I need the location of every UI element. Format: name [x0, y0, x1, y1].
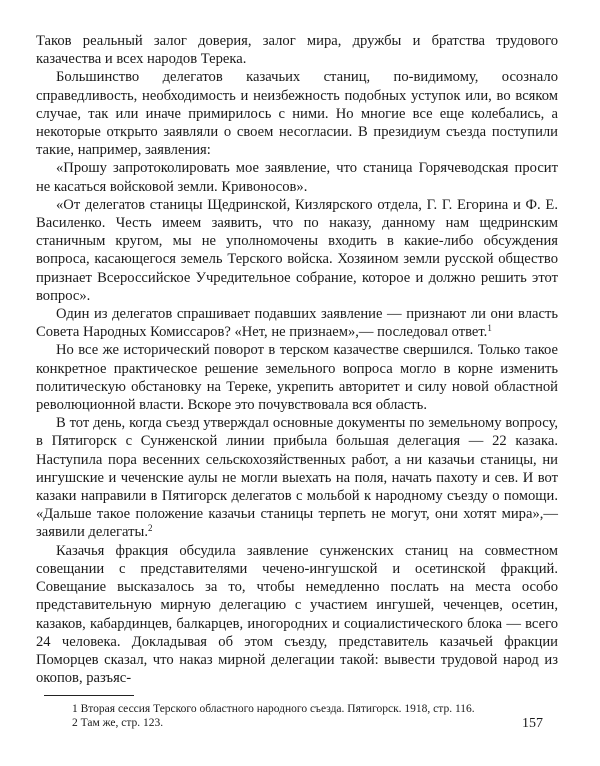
- paragraph-7-text: В тот день, когда съезд утверждал основные документы по земельному вопросу, в Пятигорск с Сунженской линии прибыла большая делегация — 22 казака. Наступила пора весенних сельскохозяйственных работ, а ни казачьи станицы, ни ингушские и чеченские аулы не могли выехать на поля, начать пахоту и сев. И вот казаки направили в Пятигорск делегатов с мольбой к народному съезду о помощи. «Дальше такое положение казачьи станицы терпеть не могут, они хотят мира»,— заявили делегаты.: [36, 415, 558, 541]
- paragraph-1-text: Таков реальный залог доверия, залог мира, дружбы и братства трудового казачества и всех народов Терека.: [36, 33, 558, 68]
- paragraph-6-text: Но все же исторический поворот в терском казачестве свершился. Только такое конкретное практическое решение земельного вопроса могло в корне изменить политическую обстановку на Тереке, укрепить авторитет и силу новой областной революционной власти. Вскоре это почувствовала вся область.: [36, 342, 558, 414]
- paragraph-1: [36, 32, 558, 68]
- paragraph-6: [36, 341, 558, 414]
- paragraph-8: [36, 542, 558, 688]
- paragraph-5: [36, 305, 558, 341]
- paragraph-5-text: Один из делегатов спрашивает подавших заявление — признают ли они власть Совета Народных Комиссаров? «Нет, не признаем»,— последовал ответ.: [36, 306, 558, 341]
- paragraph-2: [36, 68, 558, 159]
- paragraph-2-text: Большинство делегатов казачьих станиц, по-видимому, осознало справедливость, необходимость и неизбежность подобных уступок или, во всяком случае, так или иначе примирилось с ними. Но многие все еще колебались, а некоторые открыто заявляли о своем несогласии. В президиум съезда поступили такие, например, заявления:: [36, 69, 558, 159]
- paragraph-3: [36, 159, 558, 195]
- body-text: [36, 32, 558, 687]
- paragraph-4-text: «От делегатов станицы Щедринской, Кизлярского отдела, Г. Г. Егорина и Ф. Е. Василенко. Честь имеем заявить, что по наказу, данному нам щедринским станичным кругом, мы не уполномочены входить в какие-либо обсуждения вопроса, касающегося земель Терского войска. Хозяином земли русской общество признает Всероссийское Учредительное собрание, которое и должно решить этот вопрос».: [36, 196, 558, 304]
- paragraph-8-text: Казачья фракция обсудила заявление сунженских станиц на совместном совещании с представителями чечено-ингушской и осетинской фракций. Совещание высказалось за то, чтобы немедленно послать на места особо представительную мирную делегацию с участием ингушей, чеченцев, осетин, казаков, кабардинцев, балкарцев, иногородних и социалистического блока — всего 24 человека. Докладывая об этом съезду, представитель казачьей фракции Поморцев сказал, что наказ мирной делегации такой: вывести трудовой народ из окопов, разъяс-: [36, 542, 558, 687]
- page-number: 157: [522, 716, 543, 731]
- footnote-separator: [44, 695, 134, 696]
- footnote-1: 1 Вторая сессия Терского областного народного съезда. Пятигорск. 1918, стр. 116.: [72, 703, 475, 716]
- book-page: [36, 32, 558, 730]
- footnote-ref-1: 1: [487, 323, 492, 334]
- footnote-2: 2 Там же, стр. 123.: [72, 717, 164, 730]
- footnotes: [36, 702, 558, 730]
- footnote-ref-2: 2: [147, 523, 153, 534]
- paragraph-3-text: «Прошу запротоколировать мое заявление, что станица Горячеводская просит не касаться войсковой земли. Кривоносов».: [36, 160, 558, 195]
- paragraph-4: [36, 196, 558, 305]
- paragraph-7: [36, 414, 558, 541]
